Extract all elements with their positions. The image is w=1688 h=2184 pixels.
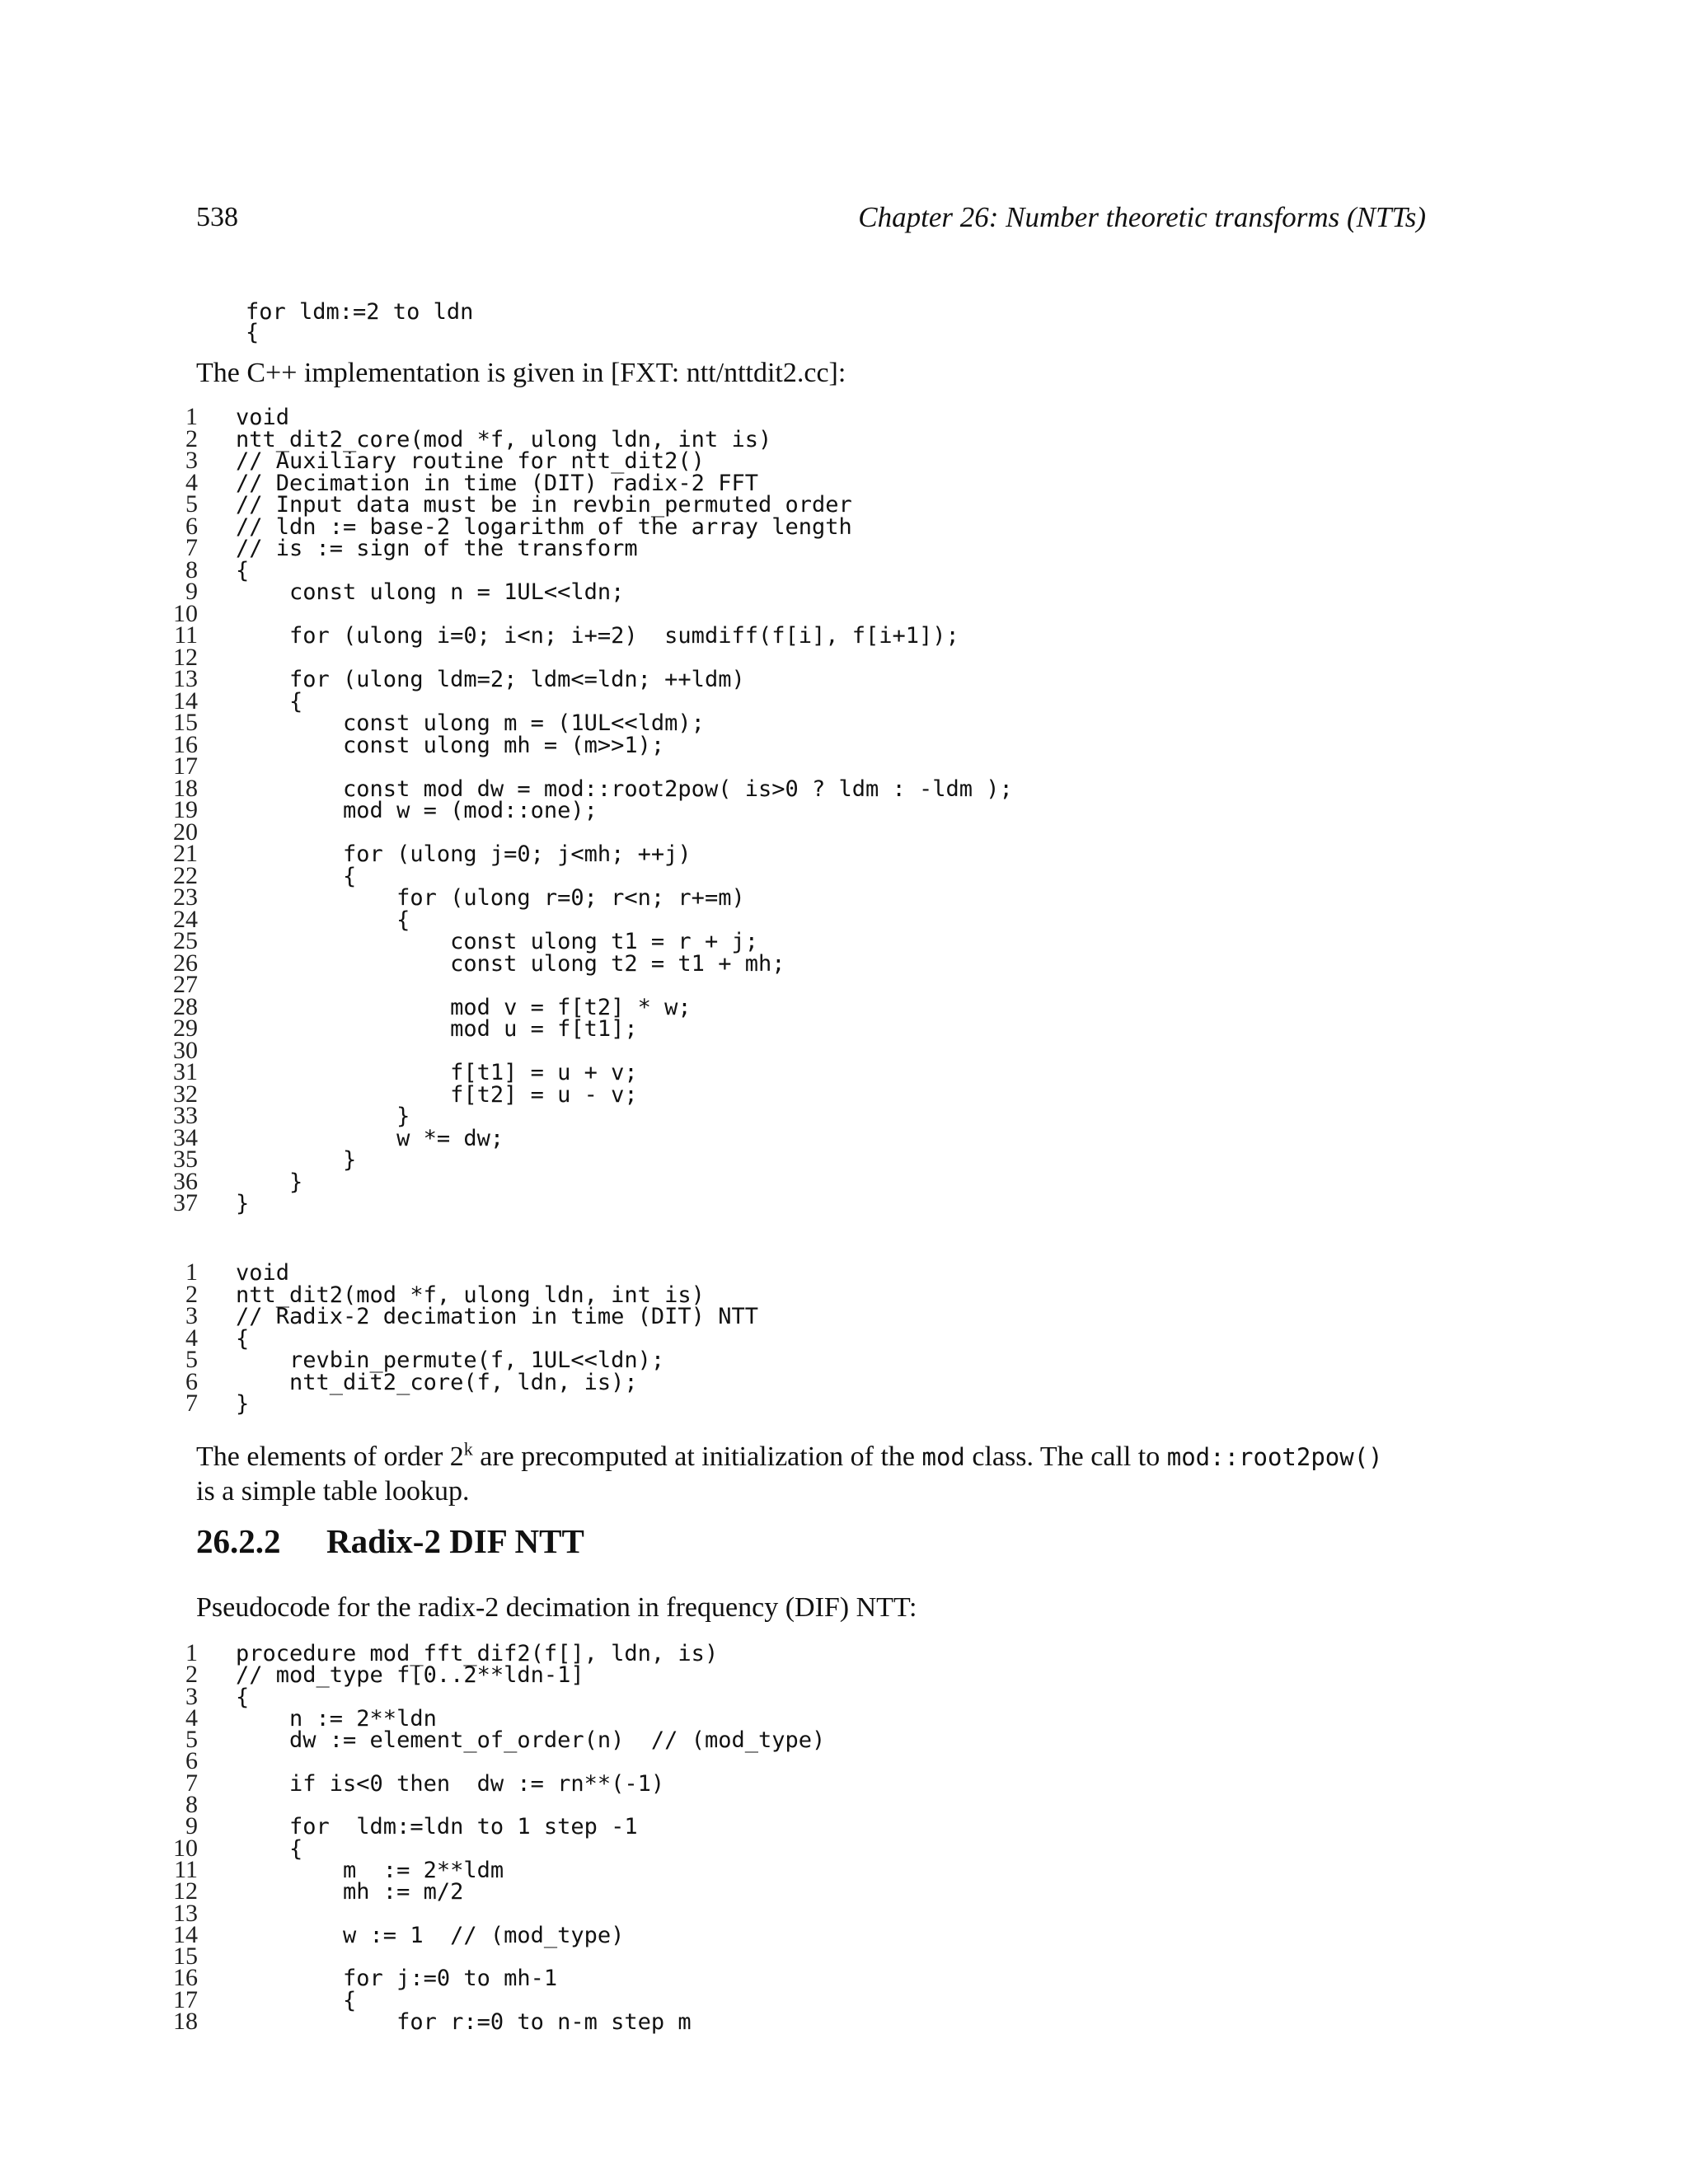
- line-number: 3: [185, 1302, 198, 1329]
- code-line: [170, 447, 1013, 474]
- listing-ntt-dit2-core: [170, 403, 1013, 1216]
- code-text: n := 2**ldn: [236, 1705, 437, 1732]
- code-text: procedure mod_fft_dif2(f[], ldn, is): [236, 1641, 719, 1666]
- code-line: [170, 1324, 758, 1352]
- code-text: {: [236, 863, 357, 889]
- section-title: Radix-2 DIF NTT: [326, 1522, 584, 1560]
- code-line: [170, 971, 1013, 998]
- line-number: 25: [173, 927, 198, 954]
- code-text: // Decimation in time (DIT) radix-2 FFT: [236, 470, 758, 496]
- body-paragraph: [196, 1440, 1432, 1508]
- intro-sentence: The C++ implementation is given in [FXT: ntt/nttdit2.cc]:: [196, 358, 846, 388]
- code-line: [170, 1302, 758, 1329]
- line-number: 3: [185, 1682, 198, 1710]
- code-text: mod u = f[t1];: [236, 1016, 638, 1042]
- code-line: [170, 774, 1013, 802]
- code-text: void: [236, 1260, 290, 1286]
- code-line: [170, 534, 1013, 561]
- code-line: [170, 424, 1013, 452]
- code-text: f[t1] = u + v;: [236, 1060, 638, 1085]
- code-line: [170, 1367, 758, 1395]
- code-text: // Radix-2 decimation in time (DIT) NTT: [236, 1304, 758, 1329]
- line-number: 4: [185, 1324, 198, 1352]
- code-line: [170, 1855, 825, 1883]
- code-line: [170, 861, 1013, 889]
- code-text: for (ulong j=0; j<mh; ++j): [236, 841, 692, 867]
- line-number: 35: [173, 1146, 198, 1173]
- line-number: 7: [185, 1769, 198, 1797]
- line-number: 22: [173, 861, 198, 889]
- line-number: 7: [185, 534, 198, 561]
- line-number: 1: [185, 1639, 198, 1666]
- line-number: 10: [173, 1834, 198, 1862]
- line-number: 29: [173, 1015, 198, 1042]
- line-number: 18: [173, 2008, 198, 2036]
- inline-code: mod::root2pow(): [1166, 1443, 1383, 1471]
- line-number: 21: [173, 840, 198, 867]
- line-number: 6: [185, 1367, 198, 1395]
- line-number: 37: [173, 1189, 198, 1216]
- code-text: }: [236, 1104, 410, 1129]
- code-text: if is<0 then dw := rn**(-1): [236, 1770, 665, 1797]
- code-text: revbin_permute(f, 1UL<<ldn);: [236, 1347, 665, 1373]
- line-number: 10: [173, 599, 198, 627]
- line-number: 3: [185, 447, 198, 474]
- code-line: [170, 1080, 1013, 1108]
- line-number: 34: [173, 1123, 198, 1151]
- line-number: 4: [185, 1704, 198, 1732]
- line-number: 17: [173, 1985, 198, 2013]
- listing-ntt-dit2: [170, 1258, 758, 1417]
- line-number: 2: [185, 1661, 198, 1689]
- code-line: [170, 1726, 826, 1754]
- line-number: 13: [173, 1899, 198, 1927]
- code-line: [170, 1015, 1013, 1042]
- code-text: ntt_dit2(mod *f, ulong ldn, int is): [236, 1282, 705, 1308]
- code-text: }: [236, 1147, 357, 1173]
- code-text: }: [236, 1391, 250, 1417]
- line-number: 9: [185, 1812, 198, 1840]
- code-line: [170, 1189, 1013, 1216]
- line-number: 8: [185, 1791, 198, 1819]
- code-line: [170, 1058, 1013, 1085]
- line-number: 7: [185, 1390, 198, 1417]
- line-number: 24: [173, 905, 198, 933]
- code-line: [170, 665, 1013, 692]
- code-text: {: [236, 1987, 357, 2013]
- code-text: {: [236, 557, 250, 583]
- running-head: Chapter 26: Number theoretic transforms (NTTs): [858, 201, 1426, 233]
- code-text: for j:=0 to mh-1: [236, 1966, 558, 1992]
- inline-code: mod: [921, 1443, 965, 1471]
- code-line: [170, 949, 1013, 977]
- code-snippet: [246, 299, 474, 345]
- line-number: 14: [173, 1920, 198, 1948]
- code-text: mod v = f[t2] * w;: [236, 994, 692, 1020]
- listing-pseudocode: [170, 1639, 826, 2036]
- line-number: 32: [173, 1080, 198, 1108]
- code-text: {: [236, 1684, 250, 1710]
- code-line: [170, 1682, 825, 1710]
- code-text: const ulong t2 = t1 + mh;: [236, 950, 785, 977]
- line-number: 17: [173, 752, 198, 780]
- line-number: 8: [185, 555, 198, 583]
- code-line: [170, 1102, 1013, 1129]
- section-heading: [196, 1521, 584, 1562]
- code-line: [170, 1769, 825, 1797]
- code-line: {: [246, 320, 260, 345]
- paragraph-superscript: k: [463, 1438, 473, 1460]
- code-line: [170, 1639, 825, 1666]
- code-text: const ulong t1 = r + j;: [236, 929, 758, 954]
- code-text: ntt_dit2_core(mod *f, ulong ldn, int is): [236, 426, 772, 452]
- code-text: // is := sign of the transform: [236, 536, 638, 561]
- code-line: for ldm:=2 to ldn: [246, 299, 474, 325]
- code-line: [170, 1834, 825, 1862]
- code-text: }: [236, 1169, 303, 1195]
- code-line: [170, 927, 1013, 954]
- line-number: 15: [173, 709, 198, 736]
- code-line: [170, 1920, 825, 1948]
- code-text: mod w = (mod::one);: [236, 798, 598, 823]
- line-number: 26: [173, 949, 198, 977]
- code-line: [170, 1661, 825, 1689]
- code-line: [170, 1346, 758, 1373]
- line-number: 12: [173, 1877, 198, 1905]
- line-number: 36: [173, 1167, 198, 1195]
- code-text: m := 2**ldm: [236, 1857, 504, 1883]
- code-line: [170, 1258, 758, 1286]
- page-number: 538: [196, 202, 238, 232]
- code-text: // Auxiliary routine for ntt_dit2(): [236, 448, 705, 474]
- code-line: [170, 818, 1013, 846]
- code-text: ntt_dit2_core(f, ldn, is);: [236, 1369, 638, 1395]
- code-line: [170, 403, 1013, 430]
- line-number: 19: [173, 796, 198, 823]
- code-line: [170, 687, 1013, 715]
- code-line: [170, 992, 1013, 1020]
- code-line: [170, 1280, 758, 1308]
- code-line: [170, 1146, 1013, 1173]
- code-text: {: [236, 1325, 250, 1352]
- code-line: [170, 1812, 825, 1840]
- code-text: const ulong n = 1UL<<ldn;: [236, 579, 625, 605]
- code-line: [170, 1899, 825, 1927]
- code-line: [170, 709, 1013, 736]
- code-text: for (ulong i=0; i<n; i+=2) sumdiff(f[i], f[i+1]);: [236, 623, 959, 649]
- code-line: [170, 1167, 1013, 1195]
- line-number: 6: [185, 512, 198, 540]
- code-line: [170, 1704, 825, 1732]
- line-number: 5: [185, 490, 198, 518]
- line-number: 1: [185, 403, 198, 430]
- line-number: 5: [185, 1346, 198, 1373]
- line-number: 33: [173, 1102, 198, 1129]
- code-line: [170, 730, 1013, 758]
- code-line: [170, 1877, 825, 1905]
- code-line: [170, 512, 1013, 540]
- code-line: [170, 1791, 825, 1819]
- code-line: [170, 1964, 825, 1992]
- line-number: 23: [173, 883, 198, 911]
- code-text: w *= dw;: [236, 1125, 504, 1151]
- code-line: [170, 555, 1013, 583]
- line-number: 16: [173, 730, 198, 758]
- code-line: [170, 2008, 825, 2036]
- line-number: 13: [173, 665, 198, 692]
- line-number: 16: [173, 1964, 198, 1992]
- line-number: 30: [173, 1036, 198, 1064]
- line-number: 5: [185, 1726, 198, 1754]
- paragraph-text: class. The call to: [964, 1441, 1167, 1472]
- section-number: 26.2.2: [196, 1522, 281, 1560]
- line-number: 6: [185, 1747, 198, 1775]
- code-text: const ulong m = (1UL<<ldm);: [236, 710, 705, 736]
- code-text: mh := m/2: [236, 1879, 464, 1905]
- code-text: for r:=0 to n-m step m: [236, 2009, 692, 2036]
- line-number: 2: [185, 1280, 198, 1308]
- code-text: {: [236, 1835, 303, 1862]
- code-text: for (ulong ldm=2; ldm<=ldn; ++ldm): [236, 667, 745, 692]
- pseudocode-intro: Pseudocode for the radix-2 decimation in frequency (DIF) NTT:: [196, 1592, 917, 1623]
- code-line: [170, 752, 1013, 780]
- code-text: for (ulong r=0; r<n; r+=m): [236, 885, 745, 911]
- line-number: 11: [174, 621, 198, 649]
- paragraph-text: are precomputed at initialization of the: [472, 1441, 922, 1472]
- code-text: dw := element_of_order(n) // (mod_type): [236, 1727, 826, 1754]
- line-number: 31: [173, 1058, 198, 1085]
- code-line: [170, 840, 1013, 867]
- code-text: // mod_type f[0..2**ldn-1]: [236, 1662, 584, 1689]
- paragraph-text: is a simple table lookup.: [196, 1476, 470, 1507]
- code-line: [170, 883, 1013, 911]
- code-line: [170, 643, 1013, 671]
- line-number: 20: [173, 818, 198, 846]
- code-line: [170, 578, 1013, 605]
- line-number: 4: [185, 468, 198, 496]
- code-line: [170, 1036, 1013, 1064]
- line-number: 28: [173, 992, 198, 1020]
- code-text: void: [236, 405, 290, 430]
- code-line: [170, 1985, 825, 2013]
- line-number: 18: [173, 774, 198, 802]
- line-number: 15: [173, 1943, 198, 1971]
- line-number: 1: [185, 1258, 198, 1286]
- code-line: [170, 905, 1013, 933]
- code-text: {: [236, 907, 410, 933]
- code-text: const ulong mh = (m>>1);: [236, 732, 665, 758]
- line-number: 11: [174, 1855, 198, 1883]
- line-number: 12: [173, 643, 198, 671]
- code-line: [170, 796, 1013, 823]
- line-number: 14: [173, 687, 198, 715]
- code-text: f[t2] = u - v;: [236, 1081, 638, 1108]
- code-line: [170, 1123, 1013, 1151]
- line-number: 9: [185, 578, 198, 605]
- code-text: // Input data must be in revbin_permuted order: [236, 492, 852, 518]
- code-line: [170, 599, 1013, 627]
- code-line: [170, 1747, 825, 1775]
- code-text: w := 1 // (mod_type): [236, 1922, 625, 1948]
- code-line: [170, 468, 1013, 496]
- code-text: for ldm:=ldn to 1 step -1: [236, 1814, 638, 1840]
- line-number: 2: [185, 424, 198, 452]
- code-text: const mod dw = mod::root2pow( is>0 ? ldm : -ldm );: [236, 776, 1013, 802]
- code-line: [170, 1943, 825, 1971]
- code-line: [170, 490, 1013, 518]
- code-text: {: [236, 688, 303, 715]
- code-text: // ldn := base-2 logarithm of the array length: [236, 513, 852, 540]
- line-number: 27: [173, 971, 198, 998]
- code-text: }: [236, 1191, 250, 1216]
- code-line: [170, 1390, 758, 1417]
- paragraph-text: The elements of order 2: [196, 1441, 464, 1472]
- code-line: [170, 621, 1013, 649]
